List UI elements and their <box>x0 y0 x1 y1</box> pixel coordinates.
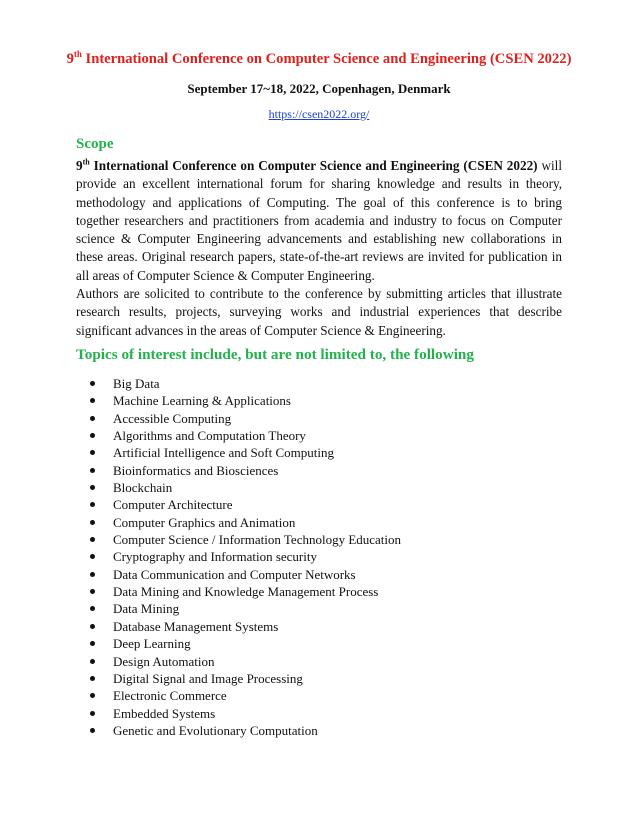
bullet-icon <box>90 398 95 403</box>
topic-label: Data Mining <box>113 601 180 617</box>
scope-conference-name <box>76 158 538 173</box>
topic-label: Design Automation <box>113 653 215 669</box>
bullet-icon <box>90 728 95 733</box>
topic-list-item <box>76 479 401 496</box>
bullet-icon <box>90 554 95 559</box>
bullet-icon <box>90 624 95 629</box>
title-ordinal: 9 <box>66 51 74 67</box>
bullet-icon <box>90 572 95 577</box>
scope-ordinal: 9 <box>76 158 83 173</box>
topic-list-item <box>76 653 401 670</box>
bullet-icon <box>90 485 95 490</box>
topic-list-item <box>76 583 401 600</box>
topic-label: Algorithms and Computation Theory <box>113 428 306 444</box>
bullet-icon <box>90 520 95 525</box>
topic-label: Cryptography and Information security <box>113 549 317 565</box>
bullet-icon <box>90 450 95 455</box>
topic-list-item <box>76 635 401 652</box>
scope-paragraph-1 <box>76 157 562 285</box>
bullet-icon <box>90 659 95 664</box>
topic-label: Data Communication and Computer Networks <box>113 566 356 582</box>
topic-list-item <box>76 531 401 548</box>
topic-label: Big Data <box>113 376 160 391</box>
title-text: International Conference on Computer Science and Engineering (CSEN 2022) <box>81 51 572 67</box>
topic-label: Artificial Intelligence and Soft Computing <box>113 445 334 461</box>
topic-list-item <box>76 410 401 427</box>
topic-label: Electronic Commerce <box>113 688 227 704</box>
topic-label: Machine Learning & Applications <box>113 393 291 409</box>
topic-list-item <box>76 670 401 687</box>
conference-url-link[interactable]: https://csen2022.org/ <box>268 107 370 121</box>
date-location: September 17~18, 2022, Copenhagen, Denmark <box>187 81 451 96</box>
topic-list-item <box>76 566 401 583</box>
topic-label: Database Management Systems <box>113 618 279 634</box>
topic-list-item <box>76 392 401 409</box>
topics-list <box>76 375 401 739</box>
topic-list-item <box>76 687 401 704</box>
bullet-icon <box>90 468 95 473</box>
topic-label: Deep Learning <box>113 636 191 652</box>
topic-list-item <box>76 462 401 479</box>
topic-label: Genetic and Evolutionary Computation <box>113 722 318 738</box>
scope-ordinal-suffix: th <box>82 157 90 167</box>
topic-label: Digital Signal and Image Processing <box>113 670 303 686</box>
topic-list-item <box>76 496 401 513</box>
topic-list-item <box>76 427 401 444</box>
topics-heading: Topics of interest include, but are not limited to, the following <box>76 346 474 363</box>
title-ordinal-suffix: th <box>73 49 82 60</box>
topic-label: Computer Science / Information Technology Education <box>113 532 402 548</box>
bullet-icon <box>90 711 95 716</box>
topic-label: Accessible Computing <box>113 410 232 426</box>
topic-list-item <box>76 375 401 392</box>
topic-label: Bioinformatics and Biosciences <box>113 462 279 478</box>
bullet-icon <box>90 676 95 681</box>
bullet-icon <box>90 502 95 507</box>
scope-heading: Scope <box>76 136 114 152</box>
topic-label: Blockchain <box>113 480 173 496</box>
scope-name-text: International Conference on Computer Science and Engineering (CSEN 2022) <box>89 158 538 173</box>
topic-list-item <box>76 444 401 461</box>
topic-label: Embedded Systems <box>113 705 216 721</box>
scope-paragraph-2: Authors are solicited to contribute to the conference by submitting articles that illustrate research results, projects, surveying works and industrial experiences that describe significant advances in the areas of Computer Science & Engineering. <box>76 286 562 338</box>
bullet-icon <box>90 537 95 542</box>
bullet-icon <box>90 381 95 386</box>
topic-list-item <box>76 514 401 531</box>
topic-label: Computer Architecture <box>113 497 233 513</box>
topic-list-item <box>76 705 401 722</box>
topic-label: Computer Graphics and Animation <box>113 514 296 530</box>
topic-label: Data Mining and Knowledge Management Process <box>113 584 379 600</box>
bullet-icon <box>90 589 95 594</box>
bullet-icon <box>90 606 95 611</box>
topic-list-item <box>76 600 401 617</box>
bullet-icon <box>90 416 95 421</box>
bullet-icon <box>90 641 95 646</box>
topic-list-item <box>76 722 401 739</box>
scope-paragraph-1-text: will provide an excellent international forum for sharing knowledge and results in theory, methodology and applications of Computing. The goal of this conference is to bring together researchers and practitioners from academia and industry to focus on Computer science & Computer Engineering advancements and establishing new collaborations in these areas. Original research papers, state-of-the-art reviews are invited for publication in all areas of Computer Science & Computer Engineering. <box>76 158 562 283</box>
bullet-icon <box>90 693 95 698</box>
topic-list-item <box>76 548 401 565</box>
conference-title <box>0 50 638 68</box>
topic-list-item <box>76 618 401 635</box>
bullet-icon <box>90 433 95 438</box>
